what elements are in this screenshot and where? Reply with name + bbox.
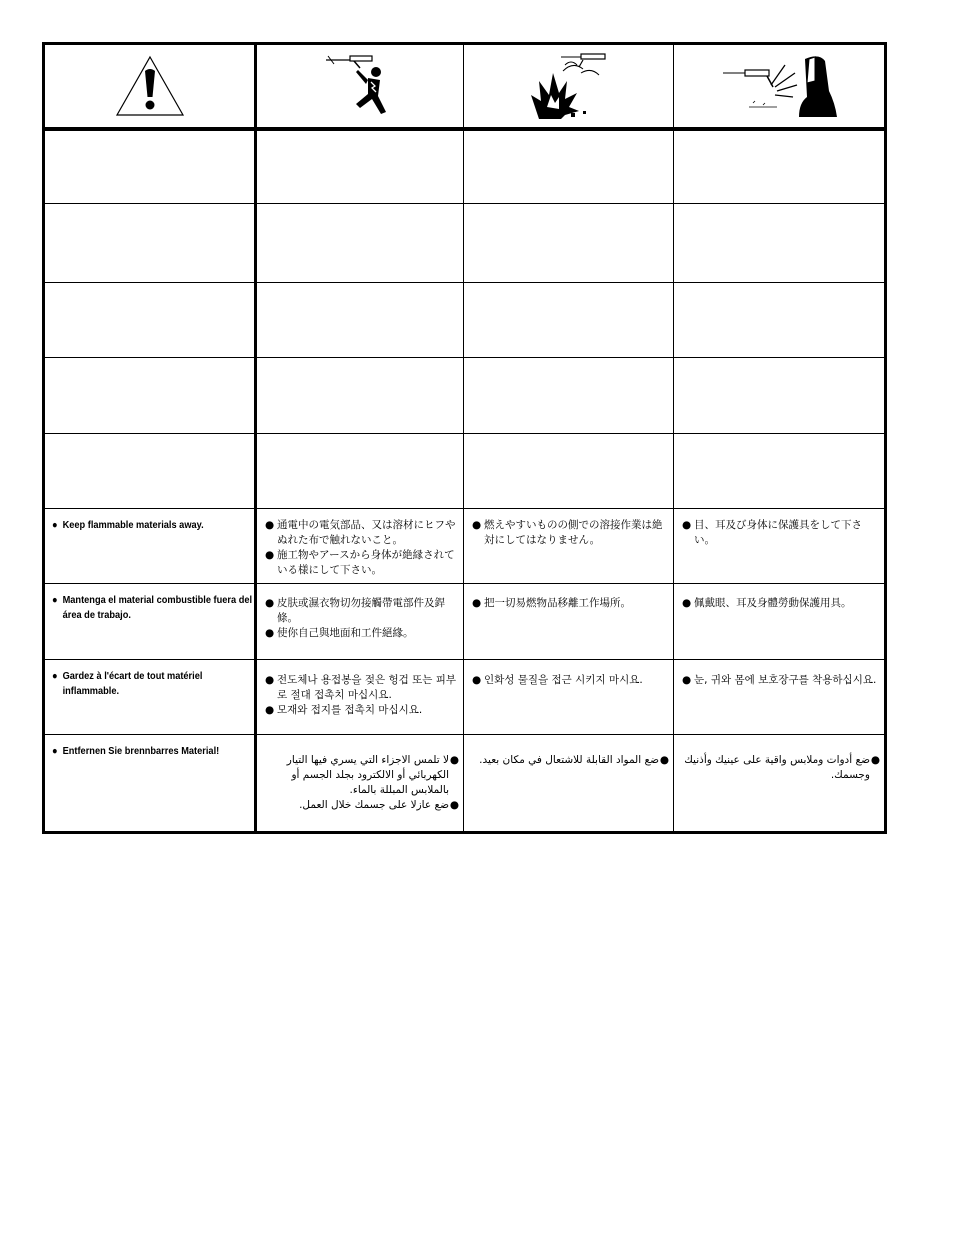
warning-item: ● 모재와 접지를 접촉치 마십시요.	[265, 704, 423, 716]
arc-rays-face-shield-icon	[719, 51, 839, 121]
empty-row	[44, 283, 886, 358]
empty-row	[44, 434, 886, 509]
warning-item: ● 눈, 귀와 몸에 보호장구를 착용하십시요.	[682, 674, 877, 686]
warning-item: ● ضع أدوات وملابس واقية على عينيك وأذنيك وجسمك.	[684, 754, 880, 781]
warning-item: ● Keep flammable materials away.	[52, 519, 204, 531]
row-spanish	[44, 584, 886, 660]
warning-item: ● 通電中の電気部品、又は溶材にヒフやぬれた布で触れないこと。	[265, 519, 456, 546]
empty-row	[44, 204, 886, 283]
warning-item: ● 把一切易燃物品移離工作場所。	[472, 597, 631, 609]
empty-row	[44, 358, 886, 434]
icon-cell-arc-rays	[674, 44, 886, 130]
warning-item: ● 佩戴眼、耳及身體勞動保護用具。	[682, 597, 852, 609]
warning-item: ● Entfernen Sie brennbarres Material!	[52, 745, 220, 757]
row-english	[44, 509, 886, 584]
safety-warning-table	[42, 42, 887, 834]
warning-item: ● 使你自己與地面和工件絕緣。	[265, 627, 414, 639]
row-german-arabic	[44, 735, 886, 833]
warning-item: ● لا تلمس الاجزاء التي يسري فيها التيار الكهربائي أو الالكترود بجلد الجسم أو بالملابس المبللة بالماء.	[286, 754, 459, 796]
row-french	[44, 660, 886, 735]
warning-item: ● 燃えやすいものの側での溶接作業は絶対にしてはなりません。	[472, 519, 663, 546]
warning-item: ● 目、耳及び身体に保護具をして下さい。	[682, 519, 862, 546]
warning-item: ● Gardez à l'écart de tout matériel inflammable.	[52, 670, 203, 697]
icon-cell-electric-shock	[256, 44, 464, 130]
empty-row	[44, 129, 886, 204]
icon-cell-fire-explosion	[464, 44, 674, 130]
fire-explosion-icon	[521, 51, 617, 121]
warning-item: ● 施工物やアースから身体が絶縁されている様にして下さい。	[265, 549, 455, 576]
warning-triangle-icon	[114, 53, 186, 119]
warning-item: ● 皮肤或濕衣物切勿接觸帶電部件及銲條。	[265, 597, 445, 624]
icon-row	[44, 44, 886, 130]
warning-item: ● 인화성 물질을 접근 시키지 마시요.	[472, 674, 643, 686]
warning-item: ● ضع المواد القابلة للاشتعال في مكان بعيد.	[479, 754, 669, 766]
icon-cell-warning	[44, 44, 256, 130]
warning-item: ● Mantenga el material combustible fuera del área de trabajo.	[52, 594, 253, 621]
warning-item: ● 전도체나 용접봉을 젖은 헝겁 또는 피부로 절대 접촉치 마십시요.	[265, 674, 456, 701]
electric-shock-icon	[320, 52, 400, 120]
warning-item: ● ضع عازلا على جسمك خلال العمل.	[299, 799, 459, 811]
